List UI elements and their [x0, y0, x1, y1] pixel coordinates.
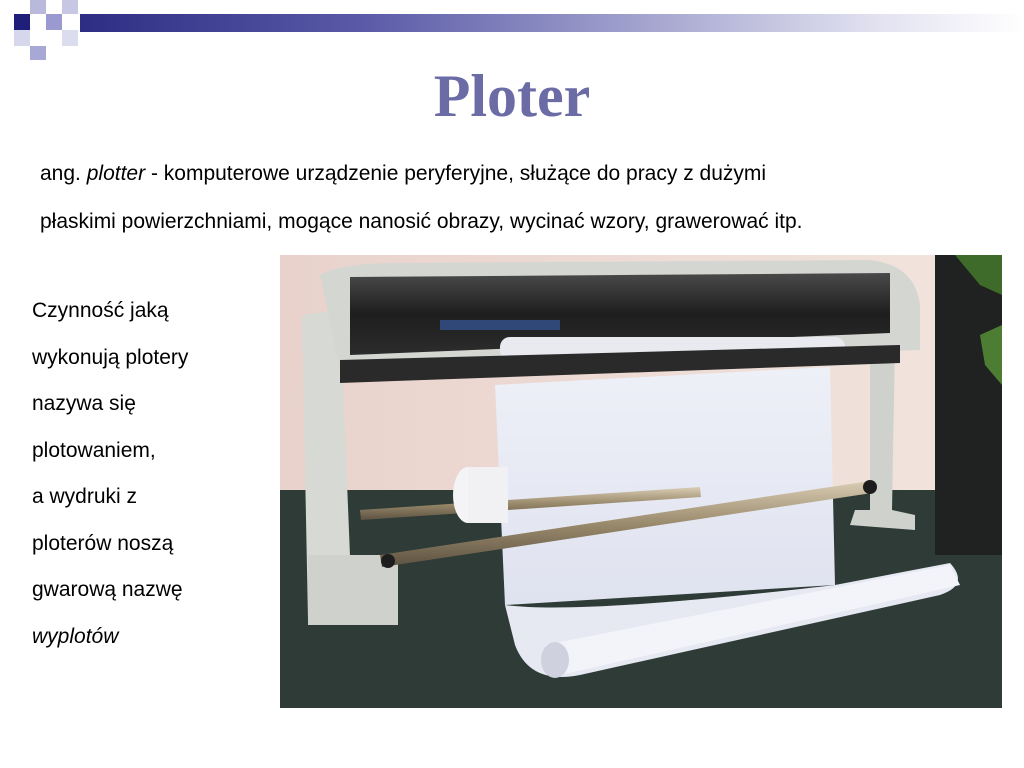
- side-line: ploterów noszą: [32, 531, 174, 555]
- definition-term: plotter: [86, 162, 146, 185]
- side-description: [32, 288, 262, 660]
- definition-rest: - komputerowe urządzenie peryferyjne, służące do pracy z dużymi: [150, 162, 767, 185]
- side-line: a wydruki z: [32, 485, 138, 508]
- slide-title: Ploter: [433, 63, 591, 129]
- definition-lead: ang.: [40, 162, 81, 185]
- definition-line-1: [40, 150, 1000, 198]
- decor-square-light: [62, 0, 78, 14]
- side-line-italic: wyplotów: [32, 624, 119, 648]
- decor-square-pale: [14, 30, 30, 46]
- side-line: gwarową nazwę: [32, 578, 183, 601]
- definition-line-2: płaskimi powierzchniami, mogące nanosić obrazy, wycinać wzory, grawerować itp.: [40, 210, 803, 233]
- plotter-photo: [280, 255, 1002, 708]
- decor-square-light: [62, 30, 78, 46]
- definition-text: [40, 150, 1000, 246]
- decor-square-navy: [14, 14, 30, 30]
- decor-square-mid: [46, 14, 62, 30]
- header-gradient-band: [80, 14, 1024, 32]
- side-line: plotowaniem,: [32, 438, 156, 462]
- side-line: nazywa się: [32, 392, 136, 415]
- decor-square-mid: [30, 46, 46, 60]
- side-line: wykonują plotery: [32, 345, 189, 369]
- decor-square-light: [30, 0, 46, 14]
- side-line: Czynność jaką: [32, 299, 169, 322]
